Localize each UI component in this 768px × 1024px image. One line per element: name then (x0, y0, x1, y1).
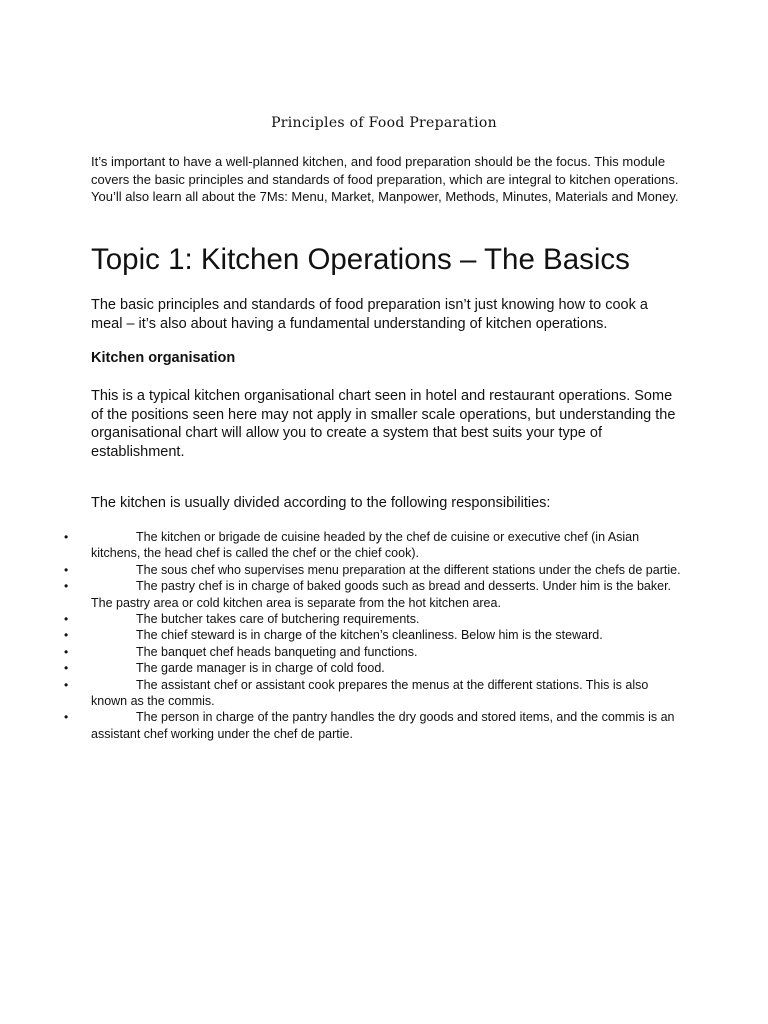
list-item-text: The garde manager is in charge of cold food. (136, 661, 385, 676)
bullet-icon: • (64, 579, 69, 594)
bullet-icon: • (64, 628, 69, 643)
list-item (0, 677, 687, 710)
list-item (0, 611, 687, 627)
list-item-text: The kitchen or brigade de cuisine headed by the chef de cuisine or executive chef (in Asian kitchens, the head chef is called the chef or the chief cook). (91, 530, 640, 561)
list-item-text: The assistant chef or assistant cook prepares the menus at the different stations. This is also known as the commis. (91, 677, 649, 709)
responsibilities-list (0, 529, 768, 742)
list-item-text: The sous chef who supervises menu preparation at the different stations under the chefs de partie. (136, 562, 681, 577)
document-title: Principles of Food Preparation (271, 115, 497, 131)
bullet-icon: • (64, 677, 69, 692)
list-item (0, 644, 687, 660)
kitchen-organisation-subheading: Kitchen organisation (91, 350, 236, 366)
list-item-text: The pastry chef is in charge of baked goods such as bread and desserts. Under him is the baker. The pastry area or cold kitchen area is separate from the hot kitchen area. (91, 579, 672, 610)
list-item (0, 578, 687, 611)
bullet-icon: • (64, 710, 69, 725)
bullet-icon: • (64, 562, 69, 577)
responsibilities-intro: The kitchen is usually divided according to the following responsibilities: (91, 495, 551, 511)
list-item (0, 562, 687, 578)
bullet-icon: • (64, 530, 69, 544)
bullet-icon: • (64, 644, 69, 659)
topic-heading: Topic 1: Kitchen Operations – The Basics (91, 243, 630, 276)
list-item (0, 709, 687, 742)
list-item-text: The banquet chef heads banqueting and functions. (136, 644, 418, 659)
intro-paragraph: It’s important to have a well-planned kitchen, and food preparation should be the focus. This module covers the basic principles and standards of food preparation, which are integral to kitchen operations. You’ll also learn all about the 7Ms: Menu, Market, Manpower, Methods, Minutes, Materials and Money. (91, 154, 679, 204)
list-item (0, 627, 687, 643)
list-item (0, 660, 687, 676)
list-item-text: The chief steward is in charge of the kitchen’s cleanliness. Below him is the steward. (136, 628, 603, 643)
organisation-paragraph: This is a typical kitchen organisational chart seen in hotel and restaurant operations. Some of the positions seen here may not apply in smaller scale operations, but understanding the organisational chart will allow you to create a system that best suits your type of establishment. (91, 388, 676, 460)
bullet-icon: • (64, 661, 69, 676)
list-item-text: The butcher takes care of butchering requirements. (136, 612, 420, 627)
topic-paragraph: The basic principles and standards of food preparation isn’t just knowing how to cook a meal – it’s also about having a fundamental understanding of kitchen operations. (91, 297, 648, 332)
list-item-text: The person in charge of the pantry handles the dry goods and stored items, and the commis is an assistant chef working under the chef de partie. (91, 710, 675, 741)
bullet-icon: • (64, 612, 69, 627)
list-item (0, 529, 687, 562)
